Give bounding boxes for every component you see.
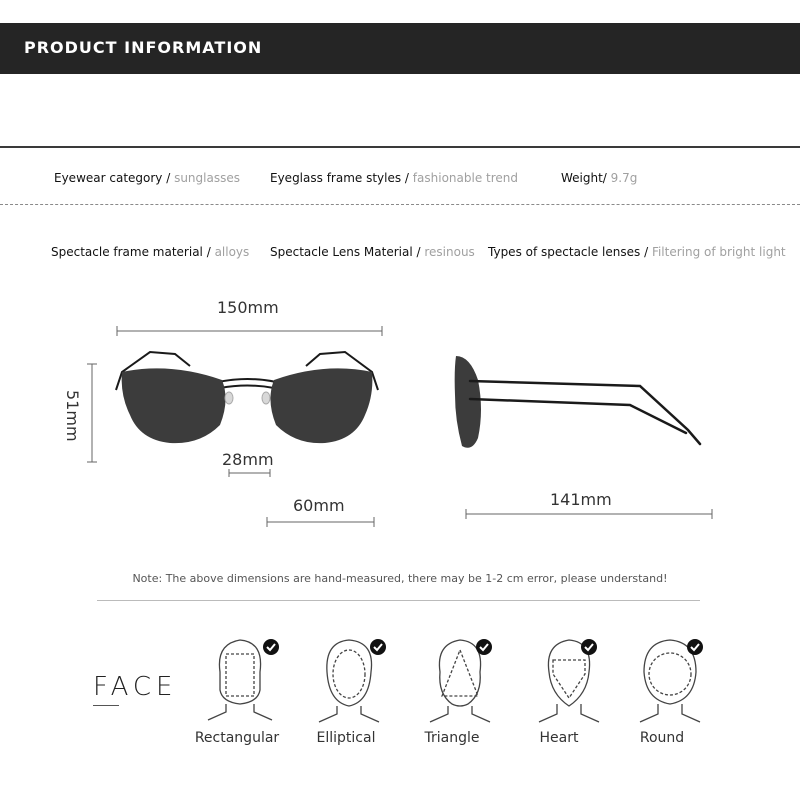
bridge-label: 28mm	[222, 450, 274, 469]
spec-value: alloys	[214, 245, 250, 259]
spec-value: resinous	[424, 245, 475, 259]
face-label-triangle: Triangle	[424, 730, 480, 746]
spec-value: fashionable trend	[412, 171, 518, 185]
right-lens	[270, 368, 372, 443]
heart-face-icon	[527, 632, 617, 727]
width-dimension-line	[117, 326, 382, 336]
round-face-icon	[628, 632, 718, 727]
elliptical-face-icon	[307, 632, 397, 727]
temple-length-label: 141mm	[550, 490, 612, 509]
spec-value: 9.7g	[610, 171, 638, 185]
spec-key: Spectacle Lens Material /	[270, 245, 425, 259]
bridge-dimension-line	[229, 469, 270, 477]
triangle-face-icon	[418, 632, 508, 727]
spec-key: Eyewear category /	[54, 171, 175, 185]
face-title-underline	[93, 705, 119, 706]
left-lens	[122, 368, 226, 443]
height-dimension-line	[87, 364, 97, 462]
spec-key: Spectacle frame material /	[51, 245, 215, 259]
lens-width-dimension-line	[267, 517, 374, 527]
face-label-rectangular: Rectangular	[194, 730, 280, 746]
face-section-title: FACE	[93, 672, 178, 702]
temple-dimension-line	[466, 509, 712, 519]
spec-key: Eyeglass frame styles /	[270, 171, 413, 185]
side-lens	[455, 356, 481, 448]
spec-value: Filtering of bright light	[651, 245, 786, 259]
spec-key: Weight/	[561, 171, 611, 185]
spec-value: sunglasses	[174, 171, 240, 185]
total-width-label: 150mm	[217, 298, 279, 317]
rectangular-face-icon	[198, 632, 288, 727]
front-bridge	[218, 379, 276, 388]
measurement-note: Note: The above dimensions are hand-measured, there may be 1-2 cm error, please understand!	[132, 572, 668, 585]
note-divider	[97, 600, 700, 601]
lens-height-label: 51mm	[63, 390, 82, 442]
nose-pads	[225, 392, 270, 404]
face-label-elliptical: Elliptical	[316, 730, 376, 746]
header-title: PRODUCT INFORMATION	[24, 38, 263, 57]
lens-width-label: 60mm	[293, 496, 345, 515]
spec-key: Types of spectacle lenses /	[488, 245, 652, 259]
face-label-round: Round	[639, 730, 685, 746]
side-temple-arm	[470, 381, 700, 444]
face-label-heart: Heart	[539, 730, 579, 746]
